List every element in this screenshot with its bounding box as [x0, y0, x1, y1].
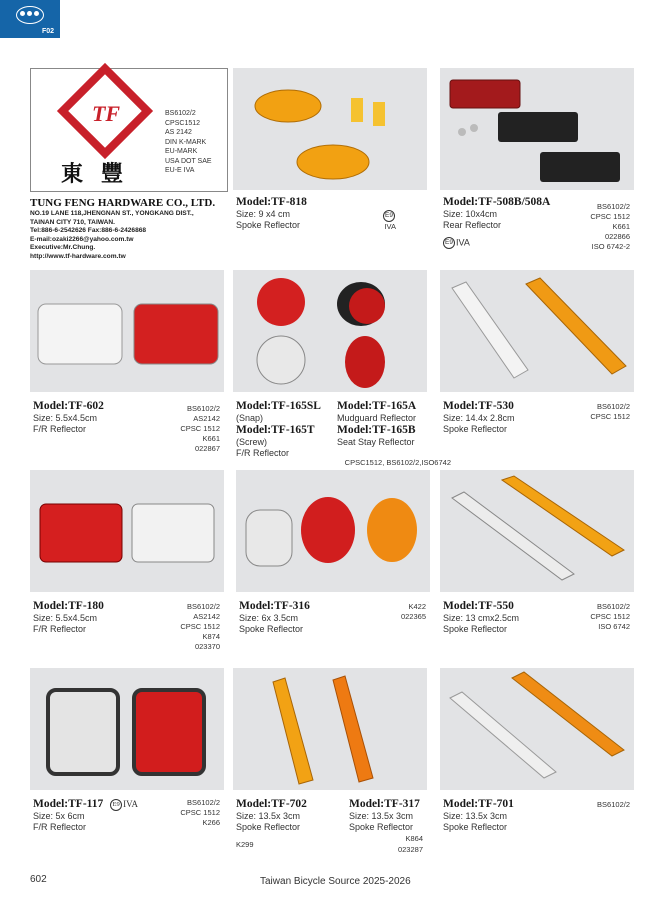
e-mark-icon: E9: [110, 799, 122, 811]
product-desc: F/R Reflector: [236, 448, 290, 458]
product-size: Size: 10x4cm: [443, 209, 498, 219]
e-mark-icon: E9: [443, 237, 455, 249]
product-photo: [440, 270, 634, 392]
model-name: Model:TF-165T: [236, 424, 315, 436]
cert-list: BS6102/2 CPSC 1512 K661 022866 ISO 6742-2: [590, 202, 630, 251]
cert-list: K422 022365: [400, 602, 426, 621]
product-size: Size: 9 x4 cm: [236, 209, 291, 219]
product-desc: Spoke Reflector: [239, 624, 304, 634]
model-name: Model:TF-602: [33, 400, 104, 412]
company-name: TUNG FENG HARDWARE CO., LTD.: [30, 197, 216, 209]
product-size: Size: 13.5x 3cm: [349, 811, 414, 821]
model-name: Model:TF-165B: [337, 424, 416, 436]
cert: BS6102/2: [597, 800, 630, 809]
model-name: Model:TF-180: [33, 600, 104, 612]
product-desc: Spoke Reflector: [349, 822, 414, 832]
product-desc: Spoke Reflector: [443, 624, 508, 634]
product-size: Size: 5.5x4.5cm: [33, 413, 98, 423]
cert-list: BS6102/2 CPSC 1512 ISO 6742: [590, 602, 630, 631]
model-name: Model:TF-165A: [337, 400, 417, 412]
model-name: Model:TF-316: [239, 600, 310, 612]
product-photo: [440, 68, 634, 190]
product-photo: [236, 470, 430, 592]
cert-list: K864 023287: [397, 834, 423, 854]
cert-list: BS6102/2 CPSC 1512 K266: [180, 798, 220, 827]
e-mark-icon: E9: [383, 210, 395, 222]
model-name: Model:TF-818: [236, 196, 307, 208]
model-name: Model:TF-530: [443, 400, 514, 412]
cert-list: BS6102/2 AS2142 CPSC 1512 K874 023370: [180, 602, 220, 651]
cert-list: BS6102/2 CPSC 1512: [590, 402, 630, 421]
brand-mark: TF: [91, 101, 121, 126]
cert-list: CPSC1512, BS6102/2,ISO6742: [344, 458, 451, 467]
product-desc: F/R Reflector: [33, 424, 87, 434]
product-photo: [30, 270, 224, 392]
product-photo: [233, 668, 427, 790]
model-name: Model:TF-317: [349, 798, 420, 810]
product-photo: [440, 668, 634, 790]
product-photo: [440, 470, 634, 592]
product-desc: Rear Reflector: [443, 220, 502, 230]
model-name: Model:TF-508B/508A: [443, 196, 551, 208]
page-number: 602: [30, 874, 47, 885]
product-desc: Spoke Reflector: [236, 220, 301, 230]
product-photo: [233, 270, 427, 392]
product-desc: Spoke Reflector: [236, 822, 301, 832]
product-size: Size: 13 cmx2.5cm: [443, 613, 520, 623]
publication-title: Taiwan Bicycle Source 2025-2026: [260, 876, 411, 887]
cert: K299: [236, 840, 254, 849]
product-photo: [30, 668, 224, 790]
chinese-name: 東豐: [61, 162, 142, 187]
cert-iva: E9 IVA: [443, 237, 583, 249]
company-logo-box: [30, 68, 228, 192]
product-size: Size: 14.4x 2.8cm: [443, 413, 515, 423]
product-size: Size: 13.5x 3cm: [443, 811, 508, 821]
product-photo: [30, 470, 224, 592]
cert-list: BS6102/2 AS2142 CPSC 1512 K661 022867: [180, 404, 220, 453]
model-name: Model:TF-117 E9 IVA: [33, 798, 138, 810]
product-size: Size: 5.5x4.5cm: [33, 613, 98, 623]
bicycle-logo-icon: [16, 6, 44, 24]
model-name: Model:TF-550: [443, 600, 514, 612]
product-size: Size: 6x 3.5cm: [239, 613, 299, 623]
product-photo: [233, 68, 427, 190]
cert-iva: E9IVA: [384, 212, 396, 231]
model-name: Model:TF-702: [236, 798, 307, 810]
product-size: Size: 13.5x 3cm: [236, 811, 301, 821]
product-desc: F/R Reflector: [33, 624, 87, 634]
product-desc: F/R Reflector: [33, 822, 87, 832]
product-desc: Spoke Reflector: [443, 424, 508, 434]
company-cert-list: BS6102/2 CPSC1512 AS 2142 DIN K-MARK EU-MARK USA DOT SAE EU-E IVA: [165, 110, 212, 174]
model-name: Model:TF-165SL: [236, 400, 321, 412]
product-size: Size: 5x 6cm: [33, 811, 85, 821]
product-desc: Spoke Reflector: [443, 822, 508, 832]
company-info: NO.19 LANE 118,JHENGNAN ST., YONGKANG DIST., TAINAN CITY 710, TAIWAN. Tel:886-6-2542626 Fax:886-6-2426868 E-mail:ozaki2266@yahoo.com.tw Executive:Mr.Chung. http://www.tf-hardware.com.tw: [30, 210, 194, 260]
model-name: Model:TF-701: [443, 798, 514, 810]
section-code: F02: [41, 28, 54, 35]
section-tab: [0, 0, 60, 38]
